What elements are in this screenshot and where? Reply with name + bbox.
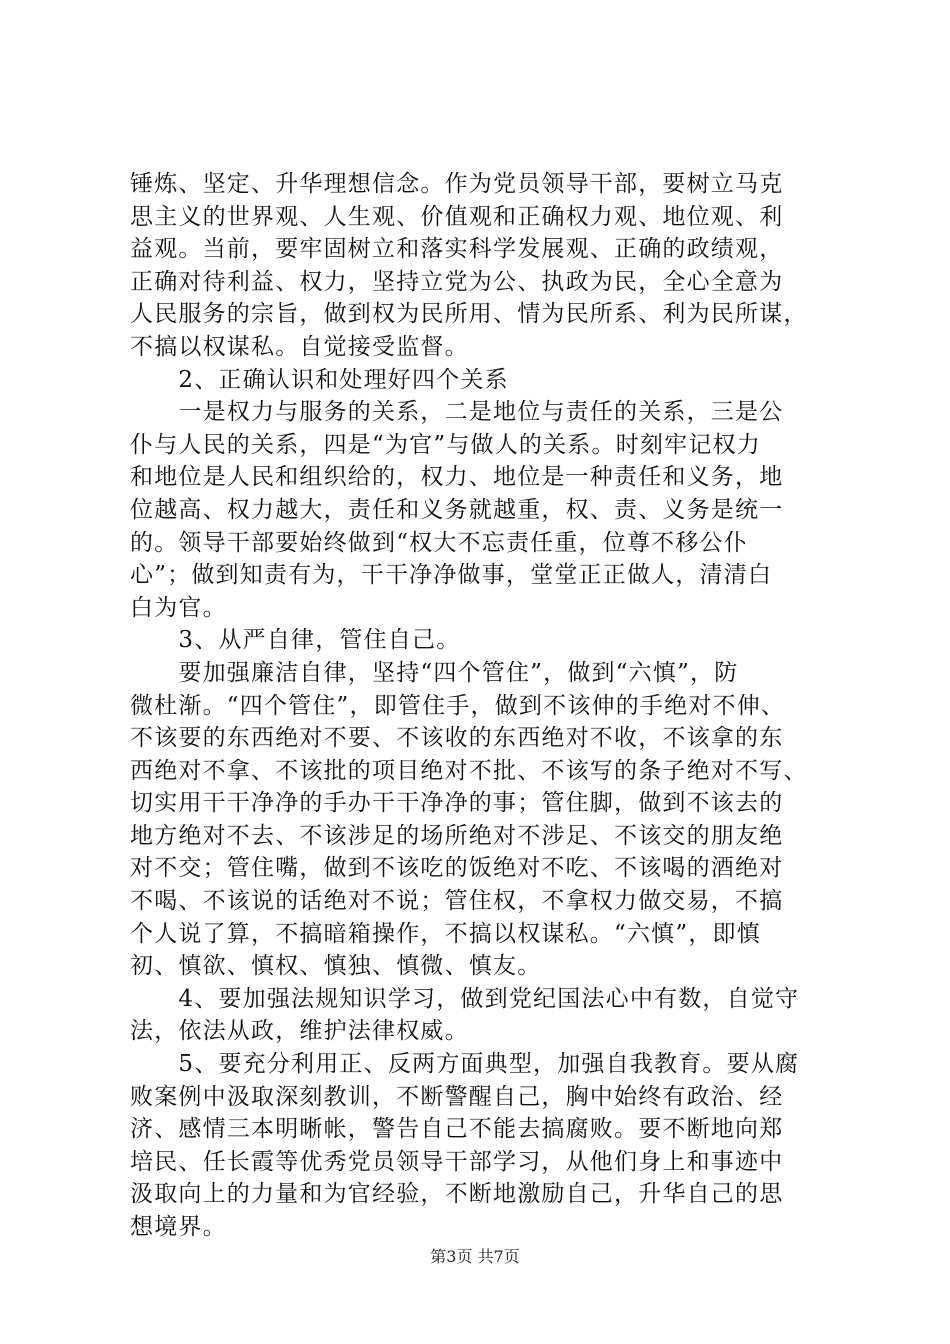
text-line: 西绝对不拿、不该批的项目绝对不批、不该写的条子绝对不写、 [130,757,808,784]
text-line: 汲取向上的力量和为官经验，不断地激励自己，升华自己的思 [130,1181,784,1208]
text-line: 对不交；管住嘴，做到不该吃的饭绝对不吃、不该喝的酒绝对 [130,855,784,882]
section-heading: 5、要充分利用正、反两方面典型，加强自我教育。要从腐 [130,1051,800,1078]
text-line: 微杜渐。“四个管住”，即管住手，做到不该伸的手绝对不伸、 [130,692,786,719]
text-line: 益观。当前，要牢固树立和落实科学发展观、正确的政绩观， [130,236,784,263]
text-line: 的。领导干部要始终做到“权大不忘责任重，位尊不移公仆 [130,529,748,556]
text-line: 仆与人民的关系，四是“为官”与做人的关系。时刻牢记权力 [130,431,761,458]
text-line: 人民服务的宗旨，做到权为民所用、情为民所系、利为民所谋， [130,301,808,328]
text-line: 想境界。 [130,1214,227,1240]
text-line: 法，依法从政，维护法律权威。 [130,1018,469,1045]
section-heading: 4、要加强法规知识学习，做到党纪国法心中有数，自觉守 [130,985,800,1012]
section-heading: 2、正确认识和处理好四个关系 [130,366,509,393]
text-line: 个人说了算，不搞暗箱操作，不搞以权谋私。“六慎”，即慎 [130,920,761,947]
text-line: 锤炼、坚定、升华理想信念。作为党员领导干部，要树立马克 [130,171,784,197]
text-line: 正确对待利益、权力，坚持立党为公、执政为民，全心全意为 [130,268,784,295]
text-line: 心”；做到知责有为，干干净净做事，堂堂正正做人，清清白 [130,562,773,589]
text-line: 败案例中汲取深刻教训，不断警醒自己，胸中始终有政治、经 [130,1083,784,1110]
text-line: 不搞以权谋私。自觉接受监督。 [130,333,469,360]
text-line: 济、感情三本明晰帐，警告自己不能去搞腐败。要不断地向郑 [130,1116,784,1143]
text-line: 位越高、权力越大，责任和义务就越重，权、责、义务是统一 [130,496,784,523]
document-body [130,168,830,1244]
text-line: 白为官。 [130,594,227,621]
page-number-footer: 第3页 共7页 [430,1247,520,1266]
text-line: 要加强廉洁自律，坚持“四个管住”，做到“六慎”，防 [130,659,739,686]
text-line: 思主义的世界观、人生观、价值观和正确权力观、地位观、利 [130,203,784,230]
text-line: 切实用干干净净的手办干干净净的事；管住脚，做到不该去的 [130,790,784,817]
text-line: 不该要的东西绝对不要、不该收的东西绝对不收，不该拿的东 [130,725,784,752]
text-line: 不喝、不该说的话绝对不说；管住权，不拿权力做交易，不搞 [130,888,784,915]
text-line: 初、慎欲、慎权、慎独、慎微、慎友。 [130,953,542,980]
text-line: 和地位是人民和组织给的，权力、地位是一种责任和义务，地 [130,464,784,491]
text-line: 一是权力与服务的关系，二是地位与责任的关系，三是公 [130,399,784,426]
text-line: 培民、任长霞等优秀党员领导干部学习，从他们身上和事迹中 [130,1148,784,1175]
text-line: 地方绝对不去、不该涉足的场所绝对不涉足、不该交的朋友绝 [130,822,784,849]
section-heading: 3、从严自律，管住自己。 [130,627,461,654]
